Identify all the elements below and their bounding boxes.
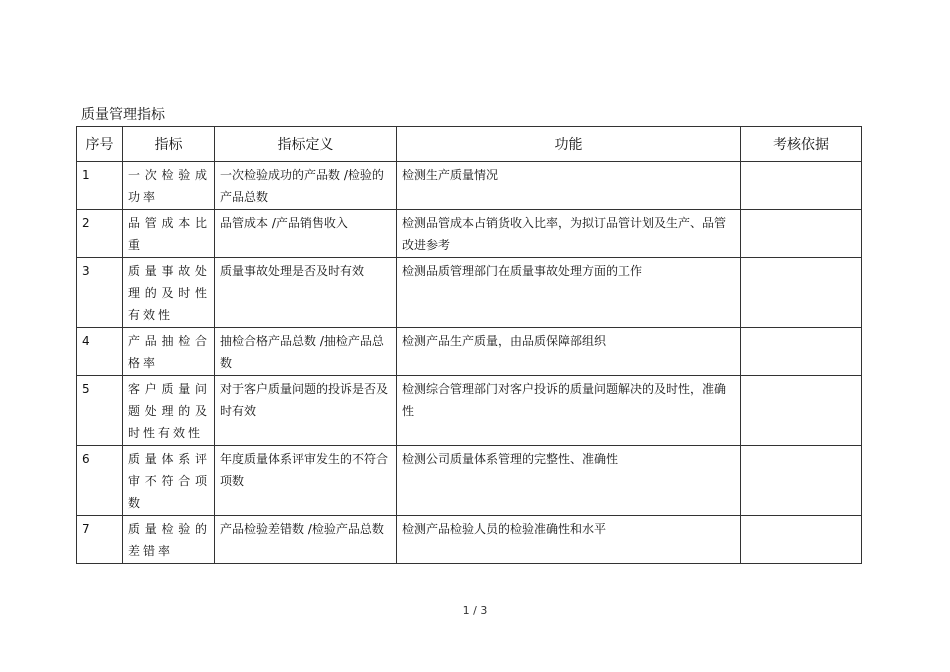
page-number: 1 / 3 xyxy=(462,604,488,617)
header-definition: 指标定义 xyxy=(215,127,397,162)
table-row xyxy=(77,258,862,328)
cell-indicator: 客户质量问题处理的及时性有效性 xyxy=(123,376,215,446)
cell-function: 检测综合管理部门对客户投诉的质量问题解决的及时性，准确性 xyxy=(397,376,741,446)
cell-no: 5 xyxy=(77,376,123,446)
cell-basis xyxy=(741,516,862,564)
header-indicator: 指标 xyxy=(123,127,215,162)
header-basis: 考核依据 xyxy=(741,127,862,162)
cell-no: 2 xyxy=(77,210,123,258)
cell-definition: 抽检合格产品总数 /抽检产品总数 xyxy=(215,328,397,376)
cell-function: 检测品管成本占销货收入比率，为拟订品管计划及生产、品管改进参考 xyxy=(397,210,741,258)
cell-indicator: 品管成本比重 xyxy=(123,210,215,258)
cell-no: 6 xyxy=(77,446,123,516)
cell-definition: 对于客户质量问题的投诉是否及时有效 xyxy=(215,376,397,446)
page-title: 质量管理指标 xyxy=(81,107,165,123)
table-row xyxy=(77,376,862,446)
quality-indicators-table xyxy=(76,126,862,564)
cell-definition: 品管成本 /产品销售收入 xyxy=(215,210,397,258)
cell-basis xyxy=(741,162,862,210)
header-no: 序号 xyxy=(77,127,123,162)
cell-function: 检测产品生产质量，由品质保障部组织 xyxy=(397,328,741,376)
cell-basis xyxy=(741,328,862,376)
cell-indicator: 质量事故处理的及时性有效性 xyxy=(123,258,215,328)
table-row xyxy=(77,328,862,376)
cell-indicator: 质量体系评审不符合项数 xyxy=(123,446,215,516)
cell-function: 检测产品检验人员的检验准确性和水平 xyxy=(397,516,741,564)
table-row xyxy=(77,446,862,516)
cell-definition: 一次检验成功的产品数 /检验的产品总数 xyxy=(215,162,397,210)
cell-definition: 产品检验差错数 /检验产品总数 xyxy=(215,516,397,564)
cell-no: 1 xyxy=(77,162,123,210)
table-header-row xyxy=(77,127,862,162)
cell-no: 7 xyxy=(77,516,123,564)
cell-no: 3 xyxy=(77,258,123,328)
cell-definition: 质量事故处理是否及时有效 xyxy=(215,258,397,328)
cell-function: 检测生产质量情况 xyxy=(397,162,741,210)
cell-definition: 年度质量体系评审发生的不符合项数 xyxy=(215,446,397,516)
cell-function: 检测品质管理部门在质量事故处理方面的工作 xyxy=(397,258,741,328)
cell-no: 4 xyxy=(77,328,123,376)
cell-indicator: 产品抽检合格率 xyxy=(123,328,215,376)
table-row xyxy=(77,162,862,210)
table-row xyxy=(77,210,862,258)
cell-basis xyxy=(741,210,862,258)
cell-indicator: 质量检验的差错率 xyxy=(123,516,215,564)
cell-basis xyxy=(741,446,862,516)
cell-indicator: 一次检验成功率 xyxy=(123,162,215,210)
table-row xyxy=(77,516,862,564)
cell-basis xyxy=(741,258,862,328)
cell-basis xyxy=(741,376,862,446)
header-function: 功能 xyxy=(397,127,741,162)
cell-function: 检测公司质量体系管理的完整性、准确性 xyxy=(397,446,741,516)
